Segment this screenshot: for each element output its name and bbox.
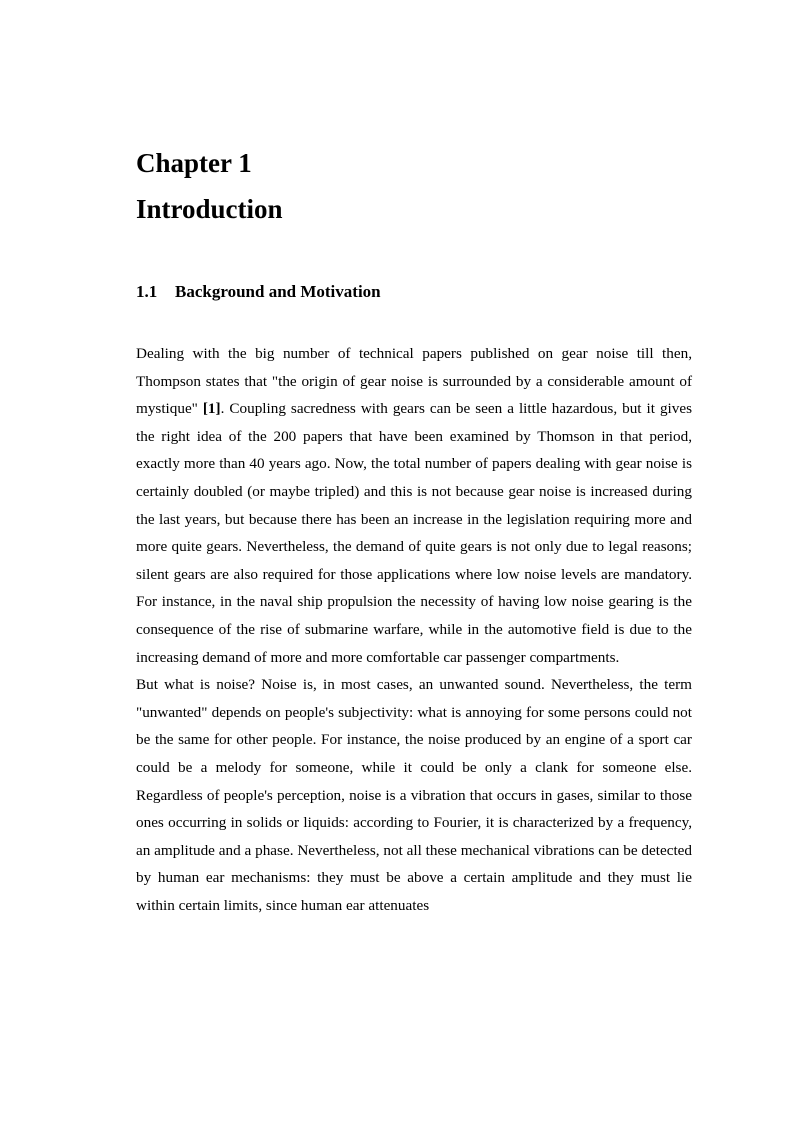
section-title: Background and Motivation — [175, 282, 381, 301]
section-heading — [136, 280, 381, 304]
paragraph — [136, 671, 692, 919]
chapter-label: Chapter 1 — [136, 148, 252, 178]
paragraph-text: . Coupling sacredness with gears can be seen a little hazardous, but it gives the right idea of the 200 papers that have been examined by Thomson in that period, exactly more than 40 years ago. Now, the total number of papers dealing with gear noise is certainly doubled (or maybe tripled) and this is not because gear noise is increased during the last years, but because there has been an increase in the legislation requiring more and more quite gears. Nevertheless, the demand of quite gears is not only due to legal reasons; silent gears are also required for those applications where low noise levels are mandatory. For instance, in the naval ship propulsion the necessity of having low noise gearing is the consequence of the rise of submarine warfare, while in the automotive field is due to the increasing demand of more and more comfortable car passenger compartments. — [136, 400, 692, 666]
citation-reference: [1] — [202, 400, 221, 418]
chapter-heading — [136, 140, 283, 232]
paragraph-text: But what is noise? Noise is, in most cases, an unwanted sound. Nevertheless, the term "unwanted" depends on people's subjectivity: what is annoying for some persons could not be the same for other people. For instance, the noise produced by an engine of a sport car could be a melody for someone, while it could be only a clank for someone else. Regardless of people's perception, noise is a vibration that occurs in gases, similar to those ones occurring in solids or liquids: according to Fourier, it is characterized by a frequency, an amplitude and a phase. Nevertheless, not all these mechanical vibrations can be detected by human ear mechanisms: they must be above a certain amplitude and they must lie within certain limits, since human ear attenuates — [136, 676, 692, 914]
section-number: 1.1 — [136, 282, 158, 301]
chapter-title: Introduction — [136, 194, 283, 224]
paragraph-text: Dealing with the big number of technical papers published on gear noise till then, Thompson states that "the origin of gear noise is surrounded by a considerable amount of mystique" — [136, 345, 692, 418]
body-text — [136, 340, 692, 919]
paragraph — [136, 340, 692, 671]
